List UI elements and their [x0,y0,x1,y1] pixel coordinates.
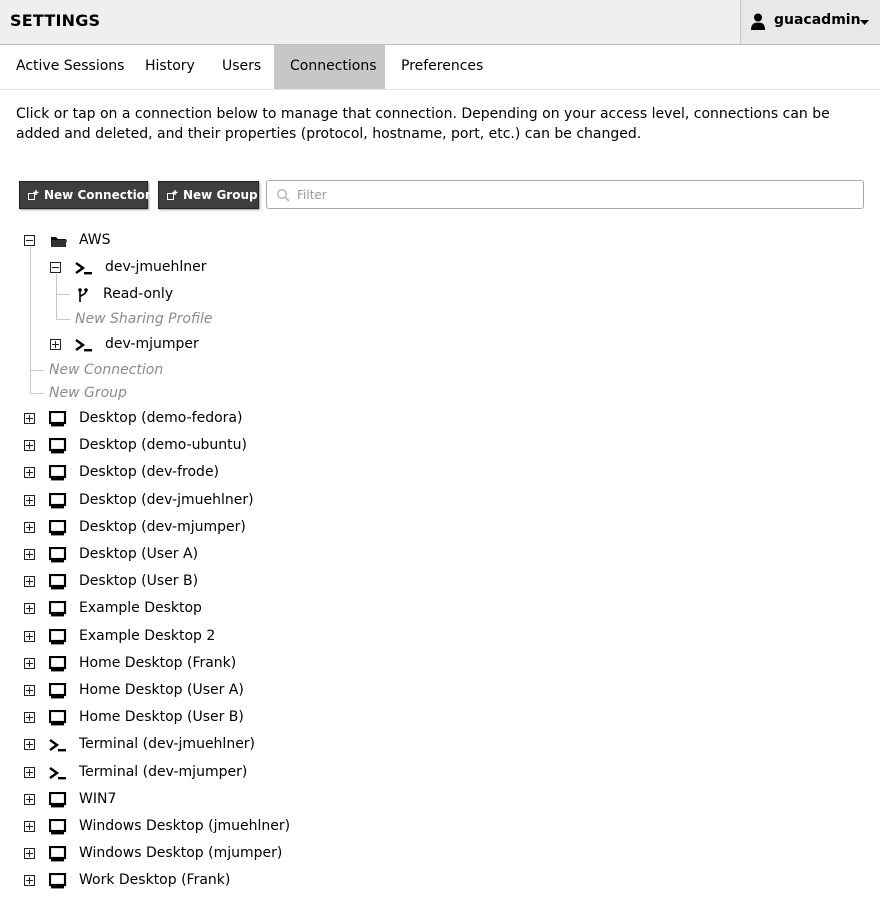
username-label: guacadmin [774,12,861,28]
tab-users[interactable]: Users [222,58,262,74]
expand-toggle[interactable] [24,685,35,696]
tree-guide-line [56,274,57,319]
filter-field[interactable] [266,180,864,209]
connection-label[interactable]: Home Desktop (Frank) [79,655,237,671]
terminal-icon [49,737,67,753]
connection-label[interactable]: Windows Desktop (jmuehlner) [79,818,291,834]
tab-connections[interactable]: Connections [274,45,385,89]
new-connection-link[interactable]: New Connection [49,362,164,378]
expand-toggle[interactable] [24,467,35,478]
user-menu[interactable] [740,0,880,44]
connection-label[interactable]: Home Desktop (User B) [79,709,244,725]
expand-toggle[interactable] [24,440,35,451]
desktop-icon [49,846,67,862]
expand-toggle[interactable] [24,495,35,506]
new-sharing-profile-link[interactable]: New Sharing Profile [75,311,213,327]
chevron-down-icon [860,20,869,25]
tree-guide-line [56,319,70,320]
connection-label[interactable]: Desktop (demo-fedora) [79,410,243,426]
desktop-icon [49,873,67,889]
desktop-icon [49,465,67,481]
connection-label[interactable]: Desktop (dev-jmuehlner) [79,492,254,508]
connection-label[interactable]: Desktop (User A) [79,546,199,562]
desktop-icon [49,411,67,427]
desktop-icon [49,493,67,509]
connection-label[interactable]: Desktop (demo-ubuntu) [79,437,247,453]
expand-toggle[interactable] [24,522,35,533]
connection-label[interactable]: Terminal (dev-jmuehlner) [79,736,256,752]
user-icon [751,13,765,30]
desktop-icon [49,520,67,536]
connection-label[interactable]: Desktop (dev-mjumper) [79,519,246,535]
expand-dev-mjumper-toggle[interactable] [50,339,61,350]
expand-toggle[interactable] [24,794,35,805]
tab-active-sessions[interactable]: Active Sessions [16,58,125,74]
desktop-icon [49,656,67,672]
connection-label[interactable]: Terminal (dev-mjumper) [79,764,248,780]
connection-label[interactable]: dev-jmuehlner [105,259,207,275]
desktop-icon [49,601,67,617]
connection-label[interactable]: Desktop (User B) [79,573,199,589]
expand-toggle[interactable] [24,821,35,832]
desktop-icon [49,547,67,563]
connection-label[interactable]: Work Desktop (Frank) [79,872,231,888]
terminal-icon [75,337,93,353]
expand-toggle[interactable] [24,603,35,614]
add-connection-icon [28,190,39,201]
connection-label[interactable]: WIN7 [79,791,117,807]
desktop-icon [49,438,67,454]
sharing-profile-label[interactable]: Read-only [103,286,174,302]
desktop-icon [49,819,67,835]
tree-guide-line [30,370,44,371]
connection-label[interactable]: dev-mjumper [105,336,199,352]
new-group-link[interactable]: New Group [49,385,127,401]
expand-toggle[interactable] [24,848,35,859]
new-group-button[interactable] [158,181,259,209]
connection-label[interactable]: Home Desktop (User A) [79,682,244,698]
collapse-aws-toggle[interactable] [24,235,35,246]
page-title: SETTINGS [10,11,101,30]
terminal-icon [49,765,67,781]
expand-toggle[interactable] [24,875,35,886]
add-group-icon [167,190,178,201]
desktop-icon [49,574,67,590]
expand-toggle[interactable] [24,739,35,750]
tree-guide-line [30,247,31,393]
filter-input[interactable] [295,184,855,205]
expand-toggle[interactable] [24,413,35,424]
expand-toggle[interactable] [24,767,35,778]
expand-toggle[interactable] [24,549,35,560]
header-bar [0,0,880,45]
connection-label[interactable]: Windows Desktop (mjumper) [79,845,283,861]
expand-toggle[interactable] [24,631,35,642]
new-connection-button[interactable] [19,181,154,209]
desktop-icon [49,792,67,808]
expand-toggle[interactable] [24,658,35,669]
page-description: Click or tap on a connection below to manage that connection. Depending on your access level, connections can be added and deleted, and their properties (protocol, hostname, port, etc.) can be changed. [16,106,830,142]
connection-label[interactable]: Example Desktop [79,600,202,616]
settings-tabs [0,45,880,90]
group-label-aws[interactable]: AWS [79,232,111,248]
desktop-icon [49,710,67,726]
tab-preferences[interactable]: Preferences [401,58,484,74]
folder-icon [50,233,68,249]
sharing-profile-icon [75,287,93,303]
connection-label[interactable]: Example Desktop 2 [79,628,216,644]
desktop-icon [49,629,67,645]
tree-guide-line [56,294,70,295]
new-connection-label: New Connection [44,188,154,202]
expand-toggle[interactable] [24,576,35,587]
search-icon [276,188,290,202]
connection-label[interactable]: Desktop (dev-frode) [79,464,220,480]
expand-toggle[interactable] [24,712,35,723]
desktop-icon [49,683,67,699]
new-group-label: New Group [183,188,258,202]
tab-history[interactable]: History [145,58,195,74]
collapse-dev-jmuehlner-toggle[interactable] [50,262,61,273]
terminal-icon [75,260,93,276]
tree-guide-line [30,393,44,394]
